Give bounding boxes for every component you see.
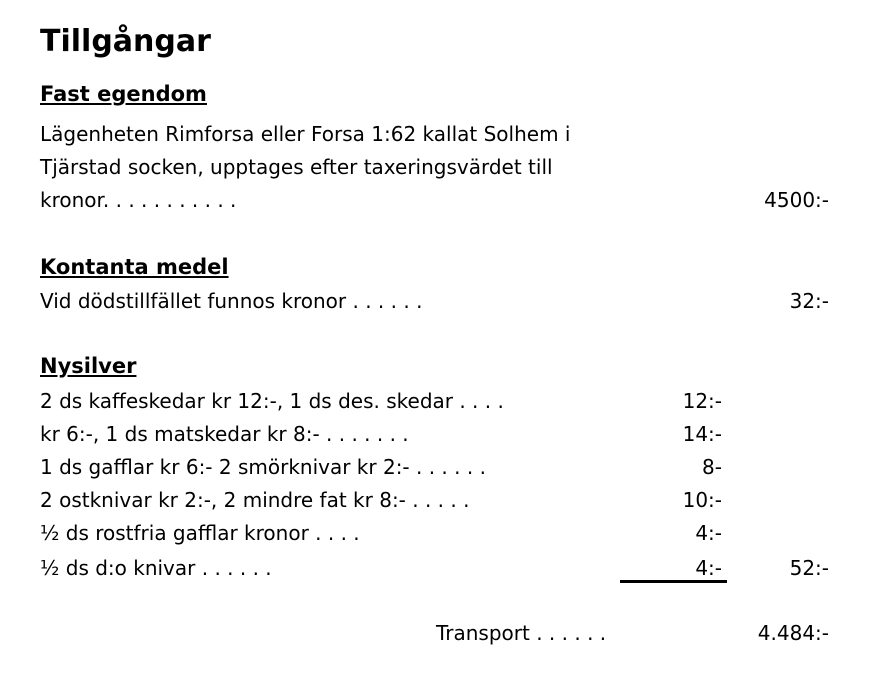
cash-amount: 32:- <box>789 289 829 313</box>
section-heading-fast-egendom: Fast egendom <box>40 82 207 106</box>
silver-item-text: ½ ds d:o knivar . . . . . . <box>40 556 272 580</box>
silver-item-text: 2 ds kaffeskedar kr 12:-, 1 ds des. skedar . . . . <box>40 389 504 413</box>
silver-item-amount: 12:- <box>682 389 722 413</box>
property-text-line-3: kronor. . . . . . . . . . . <box>40 188 237 212</box>
property-amount: 4500:- <box>764 188 829 212</box>
transport-label: Transport . . . . . . <box>436 621 607 645</box>
section-heading-kontanta-medel: Kontanta medel <box>40 255 229 279</box>
silver-item-text: ½ ds rostfria gafflar kronor . . . . <box>40 521 360 545</box>
cash-text-line: Vid dödstillfället funnos kronor . . . . . . <box>40 289 423 313</box>
silver-item-text: 2 ostknivar kr 2:-, 2 mindre fat kr 8:- . . . . . <box>40 488 470 512</box>
page-title: Tillgångar <box>40 24 211 59</box>
silver-item-amount: 14:- <box>682 422 722 446</box>
silver-total-amount: 52:- <box>789 556 829 580</box>
silver-item-amount: 10:- <box>682 488 722 512</box>
silver-item-text: kr 6:-, 1 ds matskedar kr 8:- . . . . . . . <box>40 422 409 446</box>
subtotal-rule <box>620 580 727 583</box>
transport-amount: 4.484:- <box>757 621 829 645</box>
silver-item-text: 1 ds gafflar kr 6:- 2 smörknivar kr 2:- . . . . . . <box>40 455 486 479</box>
property-text-line-1: Lägenheten Rimforsa eller Forsa 1:62 kallat Solhem i <box>40 122 571 146</box>
silver-item-amount: 4:- <box>695 521 722 545</box>
property-text-line-2: Tjärstad socken, upptages efter taxeringsvärdet till <box>40 155 553 179</box>
silver-item-amount: 8- <box>702 455 722 479</box>
section-heading-nysilver: Nysilver <box>40 354 137 378</box>
silver-item-amount: 4:- <box>695 556 722 580</box>
